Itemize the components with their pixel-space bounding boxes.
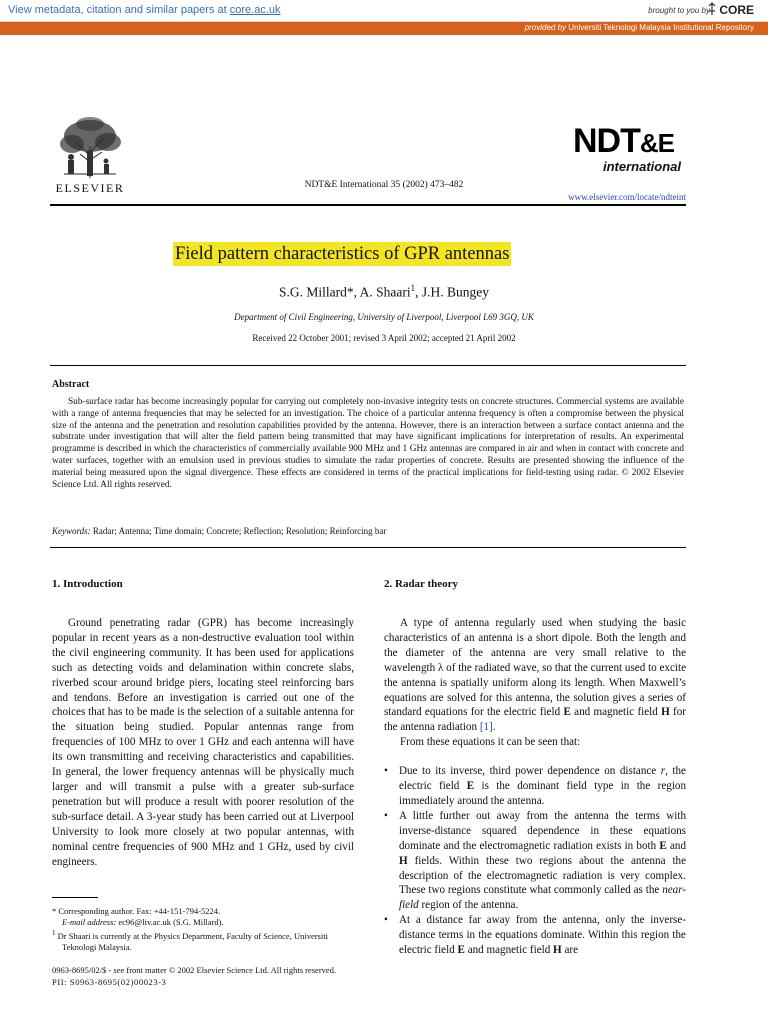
symbol-h: H xyxy=(399,854,408,867)
radar-text-1: A type of antenna regularly used when studying the basic characteristics of an antenna is a short dipole. Both the length and the diameter of the antenna are very small relative to the wavelength λ of the radiated wave, so that the current used to excite the antenna is spatially uniform along its length. When Maxwell’s equations are solved for this antenna, the solution gives a series of standard equations for the electric field xyxy=(384,617,686,719)
view-metadata-text: View metadata, citation and similar papers at xyxy=(8,4,230,16)
radar-text-3: for the antenna radiation xyxy=(384,706,686,734)
core-label: CORE xyxy=(719,3,754,17)
abstract-bottom-rule xyxy=(50,547,686,548)
right-column xyxy=(384,578,686,958)
header-divider xyxy=(50,204,686,206)
left-column xyxy=(52,578,354,869)
provided-by-text[interactable] xyxy=(525,23,754,32)
abstract-heading: Abstract xyxy=(52,379,90,390)
near-field-term: near-field xyxy=(399,884,686,912)
journal-logo-main: NDT xyxy=(573,122,640,160)
list-item: • A little further out away from the antenna the terms with inverse-distance squared dependence in these equations dominate and the electromagnetic radiation exists in both E and H fields. Within these two regions about the antenna the description of the electromagnetic radiation is very complex. These two regions constitute what commonly called as the near-field region of the antenna. xyxy=(384,809,686,912)
provided-by-label: provided by xyxy=(524,23,567,32)
article-authors xyxy=(0,283,768,301)
publisher-name: ELSEVIER xyxy=(55,181,125,195)
symbol-e: E xyxy=(466,780,475,793)
symbol-h: H xyxy=(661,706,670,719)
bullet1-text-b: , the electric field xyxy=(399,765,686,793)
section-heading-introduction: 1. Introduction xyxy=(52,578,123,590)
footnote-1-text: Dr Shaari is currently at the Physics Department, Faculty of Science, Universiti Teknologi Malaysia. xyxy=(55,930,328,952)
radar-text-4: . xyxy=(492,721,496,734)
email-value: ec96@liv.ac.uk (S.G. Millard). xyxy=(116,917,224,927)
radar-theory-paragraph-2: From these equations it can be seen that: xyxy=(400,736,581,749)
keywords-list: Radar; Antenna; Time domain; Concrete; Reflection; Resolution; Reinforcing bar xyxy=(92,526,387,536)
list-item: • At a distance far away from the antenna, only the inverse-distance terms in the equations dominate. Within this region the electric field E and magnetic field H are xyxy=(384,914,686,957)
article-title: Field pattern characteristics of GPR antennas xyxy=(175,244,510,264)
bullet2-text-a: A little further out away from the antenna the terms with inverse-distance squared dependence in these equations dominate and the electromagnetic radiation exists in both xyxy=(399,809,686,852)
brought-to-you-label: brought to you by xyxy=(648,6,710,15)
journal-logo-sub: international xyxy=(602,159,681,174)
footnote-1-mark: 1 xyxy=(52,929,56,937)
email-label: E-mail address: xyxy=(62,917,117,927)
keywords-label: Keywords: xyxy=(52,526,91,536)
bullet2-and: and xyxy=(666,839,686,852)
issn-line: 0963-8695/02/$ - see front matter © 2002 Elsevier Science Ltd. All rights reserved. xyxy=(52,965,337,975)
journal-citation: NDT&E International 35 (2002) 473–482 xyxy=(304,180,464,190)
radar-theory-paragraph xyxy=(384,616,686,735)
authors-tail: , J.H. Bungey xyxy=(415,284,489,300)
pii-line: PII: S0963-8695(02)00023-3 xyxy=(52,977,167,987)
symbol-h: H xyxy=(553,944,562,957)
bullet3-text-c: are xyxy=(561,944,578,957)
symbol-e: E xyxy=(457,944,465,957)
bullet3-text-b: and magnetic field xyxy=(464,944,554,957)
abstract-top-rule xyxy=(50,365,686,366)
section-heading-radar-theory: 2. Radar theory xyxy=(384,578,459,590)
core-ac-uk-link[interactable]: core.ac.uk xyxy=(229,4,281,16)
footnote-email xyxy=(52,917,354,928)
bullet3-text-a: At a distance far away from the antenna, only the inverse-distance terms in the equations dominate. Within this region the electric field xyxy=(399,914,686,957)
provider-name: Universiti Teknologi Malaysia Institutional Repository xyxy=(568,23,754,32)
bullet1-text-a: Due to its inverse, third power dependence on distance xyxy=(399,765,661,778)
bullet1-text-c: is the dominant field type in the region immediately around the antenna. xyxy=(399,780,687,807)
core-header xyxy=(0,0,768,22)
author-footnote-mark[interactable]: 1 xyxy=(410,283,416,293)
provider-bar xyxy=(0,22,768,35)
bullet2-text-b: fields. Within these two regions about the antenna the description of the electromagnetic radiation is very complex. These two regions constitute what commonly called as the xyxy=(399,854,686,897)
footnote-rule xyxy=(52,897,98,898)
core-logo-icon xyxy=(707,2,717,16)
footnotes xyxy=(52,906,354,953)
radar-text-2: and magnetic field xyxy=(570,706,662,719)
received-dates: Received 22 October 2001; revised 3 April 2002; accepted 21 April 2002 xyxy=(252,333,516,343)
introduction-paragraph: Ground penetrating radar (GPR) has become increasingly popular in recent years as a non-destructive evaluation tool within the civil engineering community. It has been used for applications such as detecting voids and delamination within concrete slabs, riverbed scour around bridge piers, locating steel reinforcing bars and tendons. Before an investigation is carried out one of the choices that has to be made is the selection of a suitable antenna for the situation being studied. Popular antennas range from frequencies of 100 MHz to over 1 GHz and each antenna will have its own transmitting and receiving characteristics and capabilities. In general, the lower frequency antennas will be physically much larger and will transmit a pulse with a greater sub-surface penetration but will produce a result with poorer resolution of the sub-surface detail. A 3-year study has been carried out at Liverpool University to look more closely at two popular antennas, with nominal centre frequencies of 900 MHz and 1 GHz, used by civil engineers. xyxy=(52,617,354,868)
list-item: • Due to its inverse, third power dependence on distance r, the electric field E is the dominant field type in the region immediately around the antenna. xyxy=(384,765,687,807)
authors-text: S.G. Millard*, A. Shaari xyxy=(279,284,411,300)
symbol-r: r xyxy=(660,765,666,778)
bullet2-text-c: region of the antenna. xyxy=(418,899,519,912)
footnote-1 xyxy=(52,928,354,953)
journal-url-link[interactable]: www.elsevier.com/locate/ndteint xyxy=(568,192,686,202)
view-metadata-link[interactable] xyxy=(8,4,281,16)
abstract-text: Sub-surface radar has become increasingly popular for carrying out completely non-invasive integrity tests on concrete structures. Commercial systems are available with a range of antenna frequencies that may be selected for an investigation. The choice of a particular antenna frequency is often a compromise between the physical size of the antenna and the penetration and resolution capabilities provided by the antenna. However, there is an interaction between a surface contact antenna and the substrate under investigation that will alter the field pattern being transmitted that may have significant implications for interpretation of results. An experimental programme is described in which the characteristics of commercially available 900 MHz and 1 GHz antennas are compared in air and when in contact with concrete and water surfaces, together with an emulsion used in previous studies to simulate the radar properties of concrete. Results are presented showing the influence of the material being measured upon the signal divergence. These effects are considered in terms of the practical implications for field-testing using radar. © 2002 Elsevier Science Ltd. All rights reserved. xyxy=(52,397,684,490)
affiliation: Department of Civil Engineering, University of Liverpool, Liverpool L69 3GQ, UK xyxy=(234,312,534,322)
journal-logo xyxy=(573,124,685,174)
keywords xyxy=(52,526,684,536)
symbol-e: E xyxy=(659,839,667,852)
page-footer xyxy=(52,964,336,988)
symbol-e: E xyxy=(563,706,571,719)
reference-link-1[interactable]: [1] xyxy=(479,721,493,734)
core-logo[interactable] xyxy=(707,2,754,17)
radar-bullet-list xyxy=(384,764,686,958)
footnote-corresponding: * Corresponding author. Fax: +44-151-794-5224. xyxy=(52,906,221,916)
journal-logo-amp: &E xyxy=(639,128,675,158)
